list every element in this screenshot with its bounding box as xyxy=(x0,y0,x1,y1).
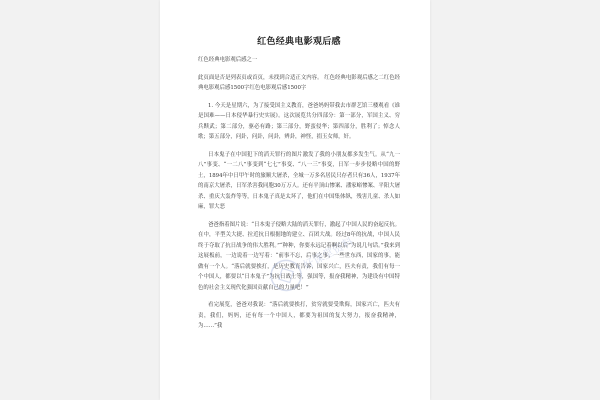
document-page xyxy=(160,0,430,400)
watermark-text: 好课堂资料 xyxy=(300,234,356,273)
paragraph: 1. 今天是星期六，为了接受国主义教育，爸爸妈妈带我去市群艺馆三楼观看《谁是国难——日本侵华暴行史实展》。这次展览共分四部分：第一部分，军国主义、穷兵黩武；第二部分，驱必有路；第三部分，野蛮侵华；第四部分，胜利了；悼念人歌；第五部分，问卦，问卦，问卦，辨卦，神怪，捐玉女师，奸。 xyxy=(198,102,400,140)
document-title: 红色经典电影观后感 xyxy=(257,37,341,47)
paragraph: 看完展览，爸爸对我说：“落后就要挨打，贫穷就要受欺侮，国家兴亡，匹夫有责，我们，妈妈，还有每一个中国人，都要为祖国的复大努力，报奋我精神，为……”我 xyxy=(198,302,400,329)
paragraph: 爸爸指着图片说：“日本鬼子侵略大陆的滔天罪行，激起了中国人民的奋起反抗。在中，平型关大捷、拉近抗日根据地的建立、百团大战。经过8年的抗战，中国人民终于夺取了抗日战争的伟大胜利。”“种种，你要永远记着啊以后”为说几句话。”我来到这展板前，一边说着一边写着：“前事不忘，后事之事，一些世东西，国家的事，能做有一个人。“落后就要挨打，是历史教育告诉，国家兴亡，匹夫有责，我们有每一个中国人，都要以“日本鬼子”为抗日战士等，强国等，报奋我精神，为建设有中国特色的社会主义现代化强国贡献自己的力量吧！” xyxy=(198,221,400,291)
document-subtitle: 红色经典电影观后感之一 xyxy=(198,57,258,63)
paragraph: 此页面是否是列表页或首页，未找到合适正文内容。 红色经典电影观后感之二红色经典电影观后感1500字红色电影观后感1500字 xyxy=(198,74,400,91)
paragraph: 日本鬼子在中国犯下的滔天罪行的图片激发了我的小朋友都多发生气。从“九一八”事变、“一二八”事变到“七七”事变、“八一三”事变，日军一步步侵略中国的野土，1894年中日甲午时的旅顺大屠杀，全城一万多名居民只存者只有36人，1937年的南京大屠杀，日军杀害我同胞30万万人。还有平顶山惨案、潘家峪惨案、平阳大屠杀、重庆大轰炸等等，日本鬼子真是太坏了，他们在中国集体纵，残害儿童、杀人如麻，罪大恶 xyxy=(198,151,400,210)
document-content xyxy=(198,34,400,339)
